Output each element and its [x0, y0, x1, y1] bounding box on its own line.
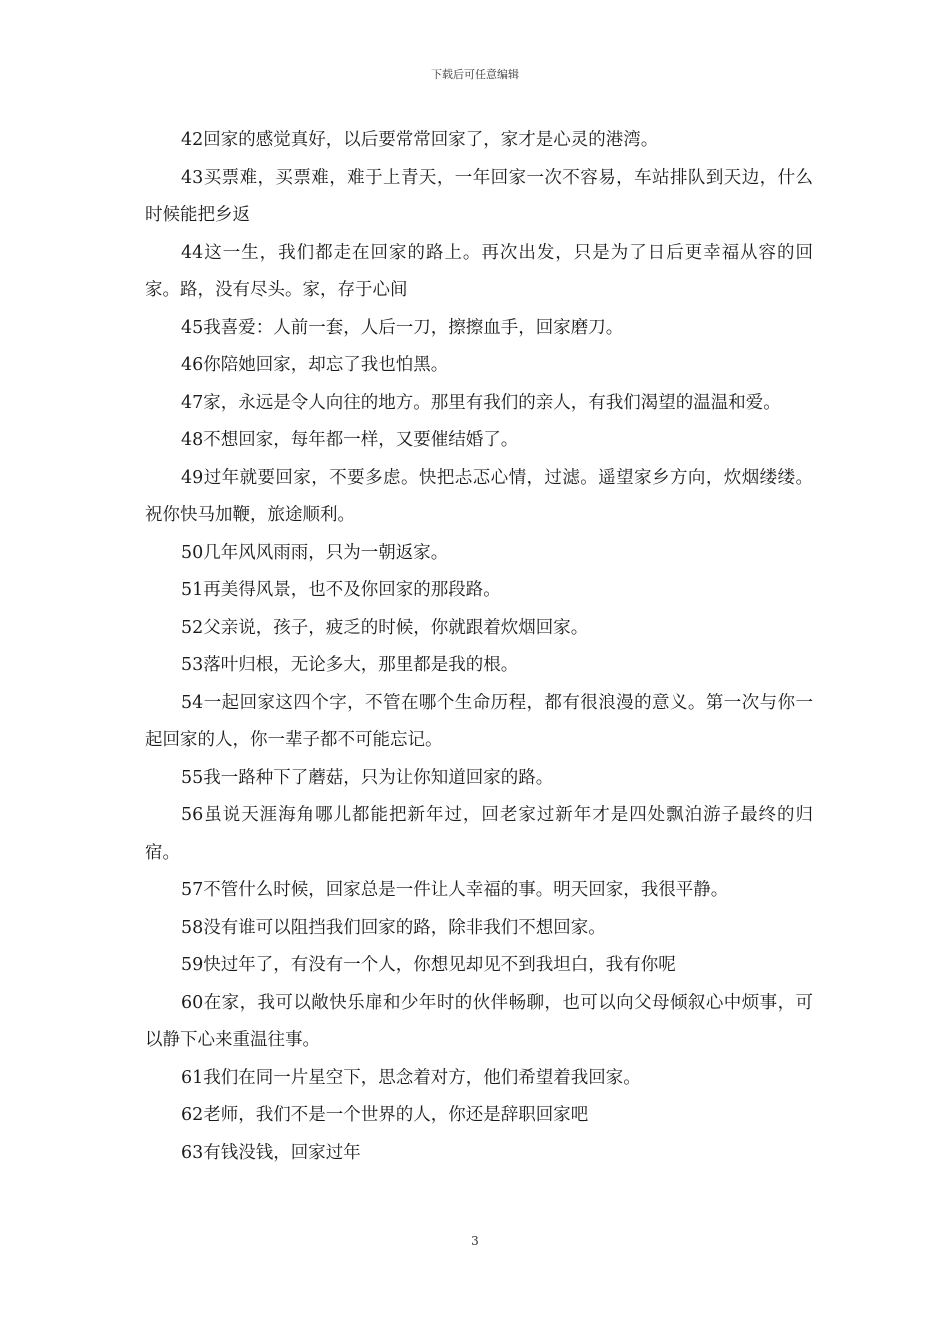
paragraph-54: 54一起回家这四个字，不管在哪个生命历程，都有很浪漫的意义。第一次与你一起回家的人，你一辈子都不可能忘记。	[145, 692, 813, 750]
paragraph-60: 60在家，我可以敞快乐扉和少年时的伙伴畅聊，也可以向父母倾叙心中烦事，可以静下心来重温往事。	[145, 992, 813, 1050]
paragraph-50: 50几年风风雨雨，只为一朝返家。	[181, 542, 449, 563]
paragraph-42: 42回家的感觉真好，以后要常常回家了，家才是心灵的港湾。	[181, 130, 659, 150]
paragraph-47: 47家，永远是令人向往的地方。那里有我们的亲人，有我们渴望的温温和爱。	[181, 392, 781, 413]
paragraph-53: 53落叶归根，无论多大，那里都是我的根。	[181, 655, 519, 675]
paragraph-63: 63有钱没钱，回家过年	[181, 1142, 361, 1163]
paragraph-51: 51再美得风景，也不及你回家的那段路。	[181, 580, 501, 600]
page-header: 下载后可任意编辑	[431, 68, 519, 81]
paragraph-43: 43买票难，买票难，难于上青天，一年回家一次不容易，车站排队到天边，什么时候能把乡返	[145, 167, 813, 225]
paragraph-61: 61我们在同一片星空下，思念着对方，他们希望着我回家。	[181, 1067, 641, 1088]
paragraph-55: 55我一路种下了蘑菇，只为让你知道回家的路。	[181, 767, 554, 788]
paragraph-62: 62老师，我们不是一个世界的人，你还是辞职回家吧	[181, 1105, 589, 1125]
paragraph-49: 49过年就要回家，不要多虑。快把忐忑心情，过滤。遥望家乡方向，炊烟缕缕。祝你快马加鞭，旅途顺利。	[145, 467, 813, 525]
document-body	[145, 122, 813, 1172]
page-number: 3	[471, 1234, 479, 1248]
paragraph-56: 56虽说天涯海角哪儿都能把新年过，回老家过新年才是四处飘泊游子最终的归宿。	[145, 805, 813, 863]
paragraph-46: 46你陪她回家，却忘了我也怕黑。	[181, 355, 449, 375]
paragraph-58: 58没有谁可以阻挡我们回家的路，除非我们不想回家。	[181, 917, 606, 938]
paragraph-57: 57不管什么时候，回家总是一件让人幸福的事。明天回家，我很平静。	[181, 880, 729, 900]
paragraph-44: 44这一生，我们都走在回家的路上。再次出发，只是为了日后更幸福从容的回家。路，没有尽头。家，存于心间	[145, 242, 813, 300]
paragraph-48: 48不想回家，每年都一样，又要催结婚了。	[181, 430, 519, 450]
paragraph-59: 59快过年了，有没有一个人，你想见却见不到我坦白，我有你呢	[181, 955, 676, 975]
paragraph-45: 45我喜爱：人前一套，人后一刀，擦擦血手，回家磨刀。	[181, 317, 624, 338]
paragraph-52: 52父亲说，孩子，疲乏的时候，你就跟着炊烟回家。	[181, 617, 589, 638]
